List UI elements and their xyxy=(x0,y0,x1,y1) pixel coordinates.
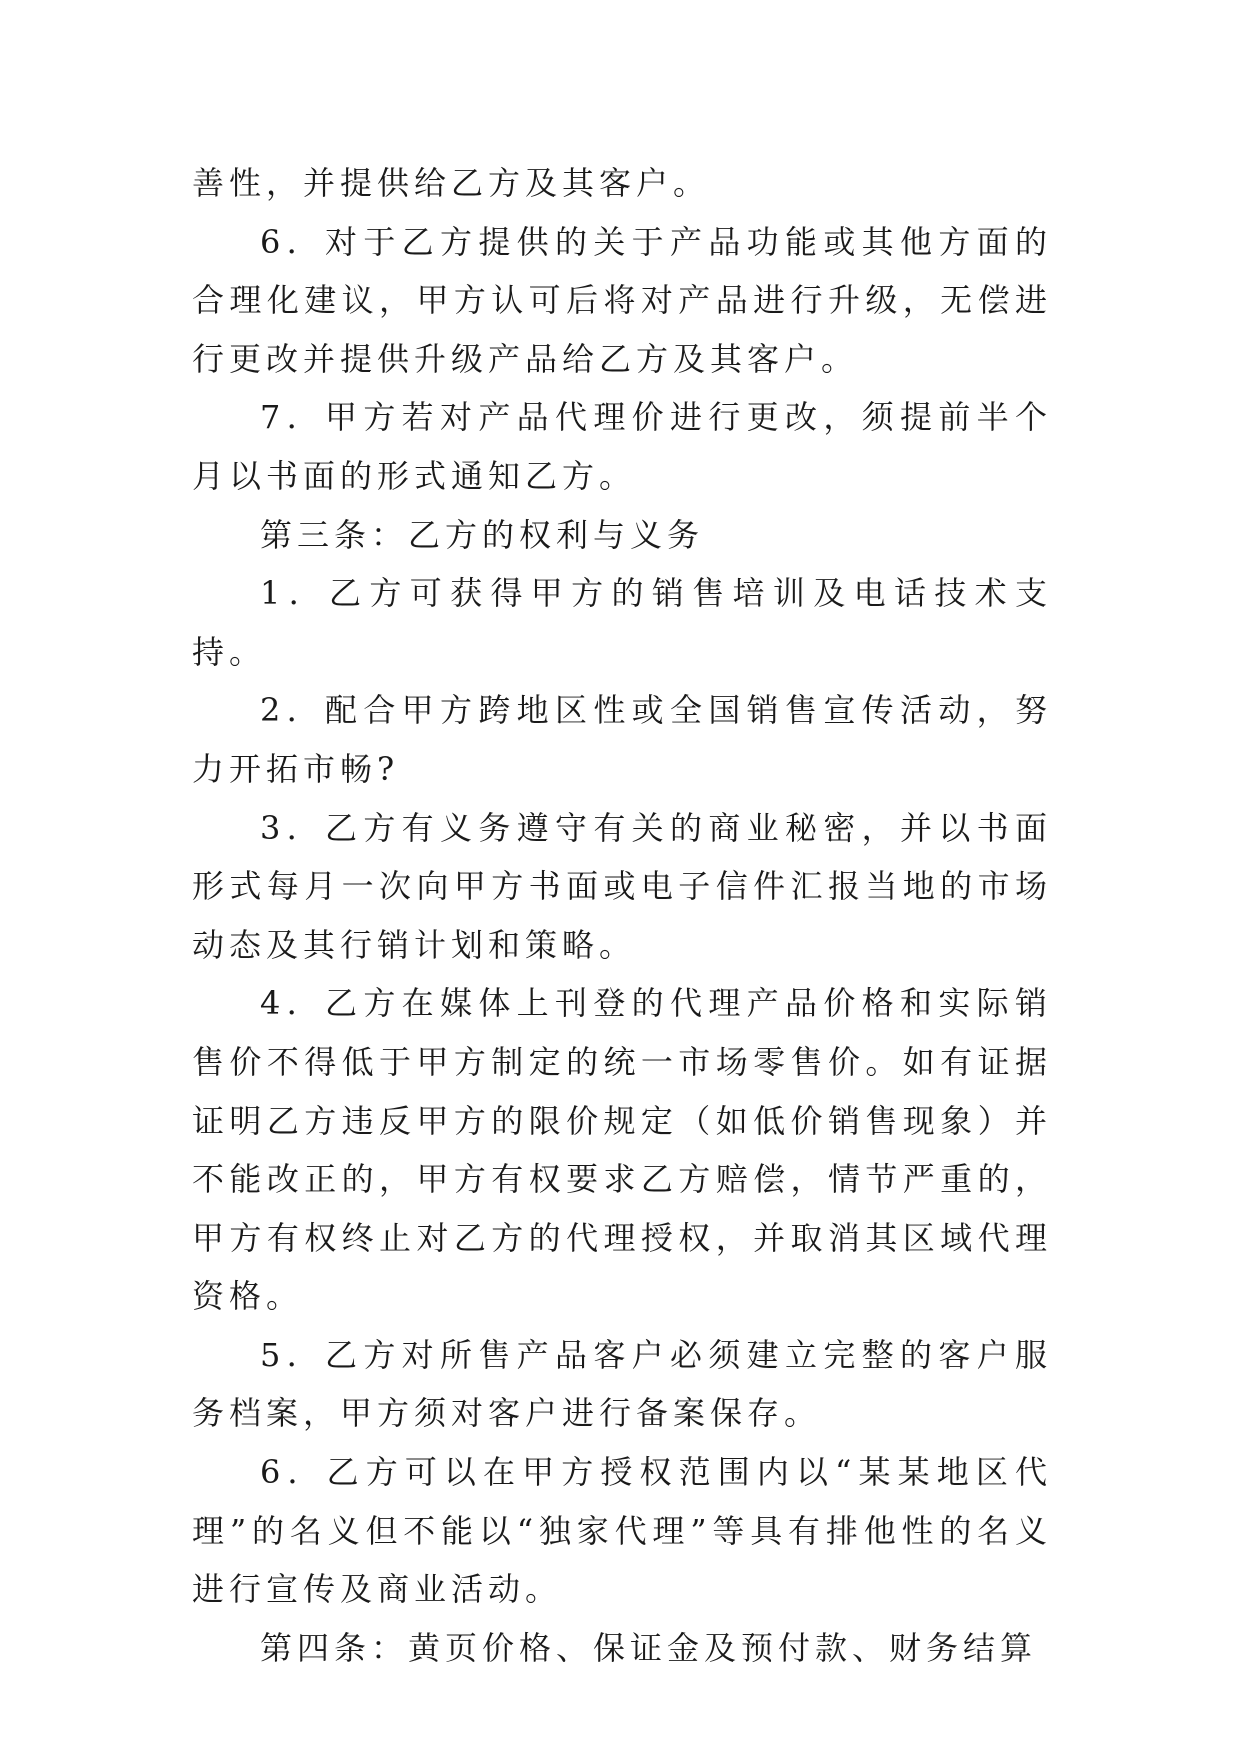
paragraph-clause-3-item-4: 4．乙方在媒体上刊登的代理产品价格和实际销售价不得低于甲方制定的统一市场零售价。如有证据证明乙方违反甲方的限价规定（如低价销售现象）并不能改正的，甲方有权要求乙方赔偿，情节严重的，甲方有权终止对乙方的代理授权，并取消其区域代理资格。 xyxy=(192,984,1052,1316)
paragraph-clause-2-item-7: 7．甲方若对产品代理价进行更改，须提前半个月以书面的形式通知乙方。 xyxy=(192,398,1052,495)
section-heading-article-4: 第四条：黄页价格、保证金及预付款、财务结算 xyxy=(260,1628,1038,1667)
paragraph-clause-2-item-6: 6．对于乙方提供的关于产品功能或其他方面的合理化建议，甲方认可后将对产品进行升级，无偿进行更改并提供升级产品给乙方及其客户。 xyxy=(192,222,1052,378)
paragraph-clause-3-item-6: 6．乙方可以在甲方授权范围内以“某某地区代理”的名义但不能以“独家代理”等具有排他性的名义进行宣传及商业活动。 xyxy=(192,1453,1052,1609)
paragraph-clause-3-item-2: 2．配合甲方跨地区性或全国销售宣传活动，努力开拓市畅? xyxy=(192,691,1052,788)
paragraph-clause-3-item-1: 1．乙方可获得甲方的销售培训及电话技术支持。 xyxy=(192,574,1052,671)
paragraph-clause-3-item-5: 5．乙方对所售产品客户必须建立完整的客户服务档案，甲方须对客户进行备案保存。 xyxy=(192,1335,1052,1433)
paragraph-continuation: 善性，并提供给乙方及其客户。 xyxy=(192,164,711,202)
section-heading-article-3: 第三条：乙方的权利与义务 xyxy=(260,515,705,554)
document-body xyxy=(192,154,1052,1677)
paragraph-clause-3-item-3: 3．乙方有义务遵守有关的商业秘密，并以书面形式每月一次向甲方书面或电子信件汇报当地的市场动态及其行销计划和策略。 xyxy=(192,808,1052,964)
